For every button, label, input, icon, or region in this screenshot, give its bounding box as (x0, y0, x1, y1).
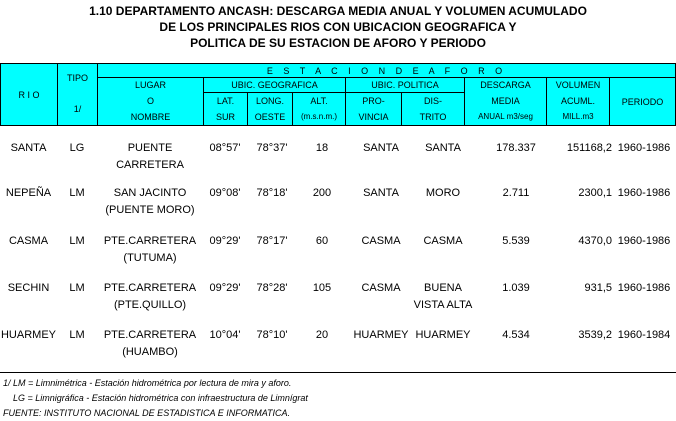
header-periodo: PERIODO (610, 78, 676, 126)
cell-rio: SECHIN (7, 282, 50, 294)
cell-tipo: LM (69, 282, 85, 294)
cell-rio: SANTA (10, 142, 47, 154)
cell-long: 78°18' (256, 187, 288, 199)
header-estacion: E S T A C I O N D E A F O R O (98, 64, 676, 78)
cell-alt: 200 (312, 187, 332, 199)
header-lat: LAT. (204, 93, 248, 110)
cell-rio: HUARMEY (0, 329, 56, 341)
cell-lugar-2: CARRETERA (116, 159, 184, 171)
header-volumen: VOLUMEN (547, 78, 610, 93)
header-rio: R I O (1, 64, 58, 126)
header-ubic-geo: UBIC. GEOGRAFICA (204, 78, 346, 93)
source-note: FUENTE: INSTITUTO NACIONAL DE ESTADISTICA E INFORMATICA. (3, 408, 291, 418)
title-line-2: DE LOS PRINCIPALES RIOS CON UBICACION GEOGRAFICA Y (159, 20, 517, 34)
cell-periodo: 1960-1986 (617, 187, 671, 199)
cell-volumen: 931,5 (584, 282, 612, 294)
cell-lat: 10°04' (209, 329, 241, 341)
footer-divider (0, 372, 676, 373)
header-lugar: LUGAR (98, 78, 204, 93)
header-volumen-3: MILL.m3 (547, 110, 610, 126)
cell-alt: 20 (315, 329, 329, 341)
table-row (0, 185, 676, 221)
table-title (0, 3, 676, 51)
header-tipo: TIPO (58, 64, 98, 93)
header-descarga-3: ANUAL m3/seg (465, 110, 547, 126)
cell-prov: CASMA (361, 282, 401, 294)
cell-prov: CASMA (361, 235, 401, 247)
table-row (0, 233, 676, 269)
cell-prov: SANTA (363, 187, 399, 199)
cell-tipo: LM (69, 187, 85, 199)
header-alt: ALT. (293, 93, 346, 110)
cell-periodo: 1960-1986 (617, 142, 671, 154)
cell-periodo: 1960-1986 (617, 235, 671, 247)
cell-dist-2: VISTA ALTA (413, 299, 473, 311)
cell-lat: 09°08' (209, 187, 241, 199)
cell-rio: NEPEÑA (5, 187, 52, 199)
cell-lugar-2: (PUENTE MORO) (105, 204, 195, 216)
header-prov-2: VINCIA (346, 110, 402, 126)
cell-lugar-1: PTE.CARRETERA (103, 235, 197, 247)
footnote-lm: 1/ LM = Limnimétrica - Estación hidrométrica por lectura de mira y aforo. (3, 378, 292, 388)
cell-lugar-1: SAN JACINTO (113, 187, 187, 199)
header-long-2: OESTE (248, 110, 293, 126)
cell-lugar-2: (TUTUMA) (123, 252, 177, 264)
cell-long: 78°10' (256, 329, 288, 341)
cell-lugar-2: (HUAMBO) (122, 346, 178, 358)
cell-lat: 09°29' (209, 235, 241, 247)
cell-alt: 18 (315, 142, 329, 154)
cell-long: 78°28' (256, 282, 288, 294)
cell-volumen: 4370,0 (578, 235, 612, 247)
cell-tipo: LM (69, 329, 85, 341)
header-lugar-o: O (98, 93, 204, 110)
cell-lugar-1: PUENTE (127, 142, 173, 154)
table-row (0, 327, 676, 363)
header-long: LONG. (248, 93, 293, 110)
title-line-3: POLITICA DE SU ESTACION DE AFORO Y PERIODO (190, 36, 486, 50)
cell-tipo: LG (69, 142, 85, 154)
cell-descarga: 5.539 (502, 235, 530, 247)
cell-periodo: 1960-1986 (617, 282, 671, 294)
cell-lugar-1: PTE.CARRETERA (103, 329, 197, 341)
header-dist: DIS- (402, 93, 465, 110)
header-descarga-2: MEDIA (465, 93, 547, 110)
cell-prov: SANTA (363, 142, 399, 154)
cell-dist-1: MORO (425, 187, 461, 199)
cell-alt: 105 (312, 282, 332, 294)
cell-descarga: 2.711 (502, 187, 530, 199)
cell-volumen: 151168,2 (566, 142, 612, 154)
table-row (0, 140, 676, 176)
header-tipo-note: 1/ (58, 93, 98, 126)
cell-periodo: 1960-1984 (617, 329, 671, 341)
cell-dist-1: CASMA (423, 235, 463, 247)
cell-alt: 60 (315, 235, 329, 247)
title-line-1: 1.10 DEPARTAMENTO ANCASH: DESCARGA MEDIA ANUAL Y VOLUMEN ACUMULADO (89, 4, 587, 18)
header-prov: PRO- (346, 93, 402, 110)
cell-lat: 09°29' (209, 282, 241, 294)
cell-descarga: 178.337 (496, 142, 536, 154)
header-alt-2: (m.s.n.m.) (293, 110, 346, 126)
header-lat-2: SUR (204, 110, 248, 126)
cell-lugar-1: PTE.CARRETERA (103, 282, 197, 294)
cell-dist-1: BUENA (424, 282, 462, 294)
header-dist-2: TRITO (402, 110, 465, 126)
cell-long: 78°37' (256, 142, 288, 154)
cell-volumen: 2300,1 (578, 187, 612, 199)
cell-rio: CASMA (8, 235, 49, 247)
cell-prov: HUARMEY (353, 329, 409, 341)
cell-dist-1: SANTA (425, 142, 461, 154)
cell-long: 78°17' (256, 235, 288, 247)
cell-volumen: 3539,2 (578, 329, 612, 341)
cell-lugar-2: (PTE.QUILLO) (113, 299, 187, 311)
header-volumen-2: ACUML. (547, 93, 610, 110)
cell-lat: 08°57' (209, 142, 241, 154)
header-descarga: DESCARGA (465, 78, 547, 93)
cell-dist-1: HUARMEY (415, 329, 471, 341)
footnote-lg: LG = Limnigráfica - Estación hidrométrica con infraestructura de Limnígrat (13, 393, 308, 403)
header-ubic-pol: UBIC. POLITICA (346, 78, 465, 93)
header-lugar-nombre: NOMBRE (98, 110, 204, 126)
table-header (0, 63, 676, 126)
cell-tipo: LM (69, 235, 85, 247)
cell-descarga: 4.534 (502, 329, 530, 341)
cell-descarga: 1.039 (502, 282, 530, 294)
table-row (0, 280, 676, 316)
